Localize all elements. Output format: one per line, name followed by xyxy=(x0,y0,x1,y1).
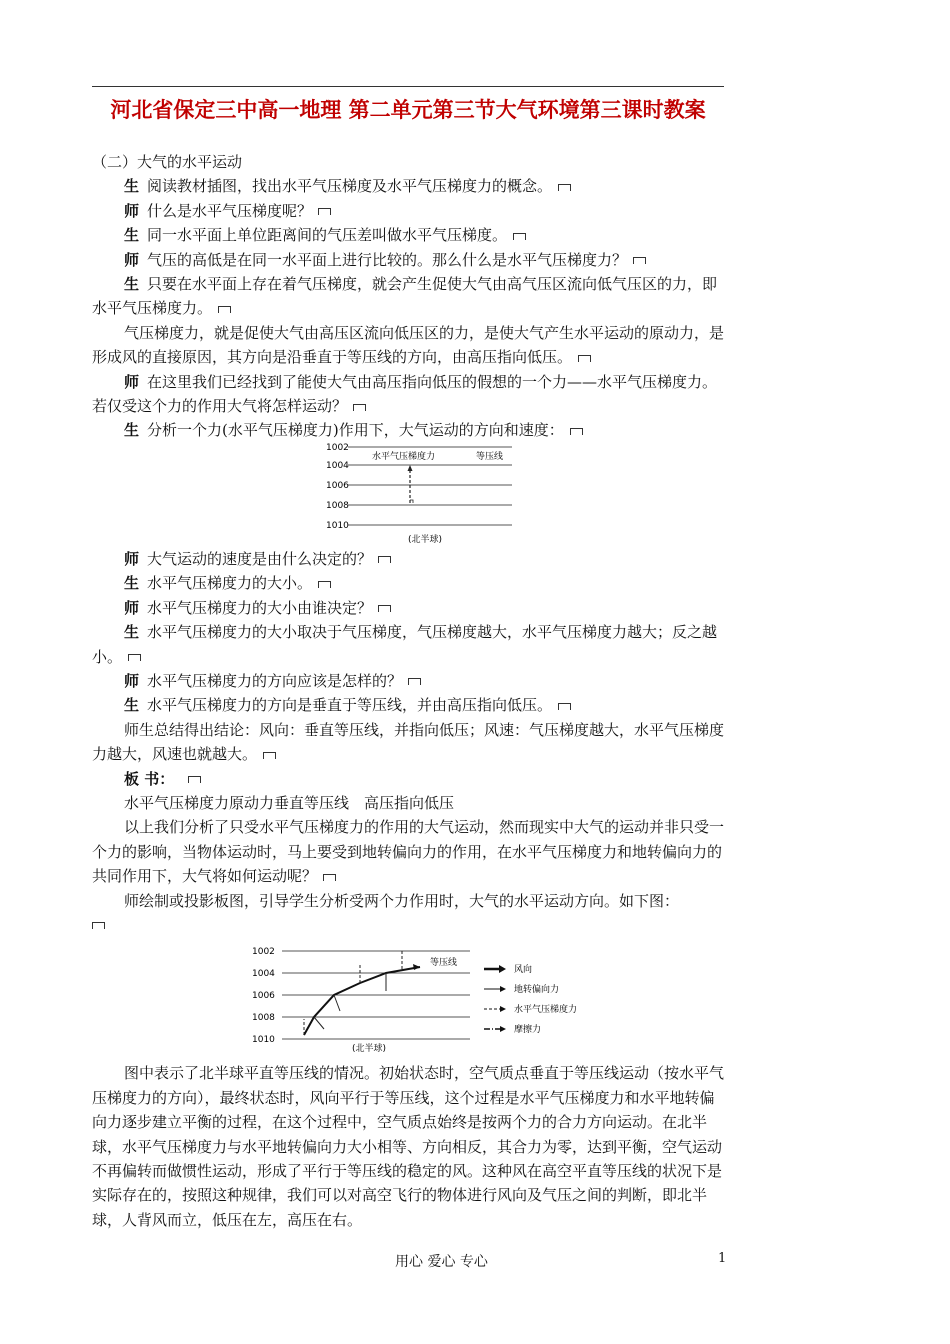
page-number: 1 xyxy=(718,1251,727,1266)
dialogue-text: 同一水平面上单位距离间的气压差叫做水平气压梯度。 xyxy=(147,226,508,245)
dialogue-text: 分析一个力(水平气压梯度力)作用下，大气运动的方向和速度： xyxy=(147,421,564,440)
figure-caption: (北半球) xyxy=(408,534,443,545)
isobar-label: 等压线 xyxy=(430,958,458,969)
dialogue-text: 大气运动的速度是由什么决定的？ xyxy=(147,549,373,568)
dialogue-line xyxy=(92,620,724,669)
paragraph-mark-icon xyxy=(408,678,421,685)
dialogue-text: 水平气压梯度力的大小。 xyxy=(147,574,313,593)
paragraph-mark-icon xyxy=(633,257,646,264)
dialogue-text: 什么是水平气压梯度呢？ xyxy=(147,201,313,220)
dialogue-line xyxy=(92,174,724,198)
isobar-value: 1008 xyxy=(326,500,349,511)
speaker-label: 师 xyxy=(124,201,140,220)
paragraph xyxy=(92,1061,724,1232)
isobar-value: 1002 xyxy=(326,442,349,453)
dialogue-line xyxy=(92,199,724,223)
paragraph-mark-icon xyxy=(570,428,583,435)
isobar-value: 1010 xyxy=(252,1035,275,1046)
isobar-value: 1004 xyxy=(326,460,349,471)
dialogue-text: 水平气压梯度力的大小取决于气压梯度，气压梯度越大，水平气压梯度力越大；反之越小。 xyxy=(92,623,718,666)
document-body xyxy=(92,150,724,1232)
dialogue-line xyxy=(92,571,724,595)
paragraph xyxy=(92,913,724,937)
header-rule xyxy=(92,86,724,87)
legend-wind: 风向 xyxy=(514,965,533,976)
speaker-label: 师 xyxy=(124,598,140,617)
dialogue-line xyxy=(92,596,724,620)
speaker-label: 师 xyxy=(124,671,140,690)
paragraph xyxy=(92,718,724,767)
paragraph-mark-icon xyxy=(128,654,141,661)
arrowhead-icon xyxy=(413,964,420,970)
paragraph-text: 师生总结得出结论：风向：垂直等压线，并指向低压；风速：气压梯度越大，水平气压梯度力越大，风速也就越大。 xyxy=(92,720,725,764)
legend-coriolis: 地转偏向力 xyxy=(514,985,560,996)
isobar-value: 1006 xyxy=(326,480,349,491)
section-heading: （二）大气的水平运动 xyxy=(92,153,243,171)
arrowhead-icon xyxy=(500,1026,506,1032)
isobar-value: 1004 xyxy=(252,969,275,980)
paragraph-mark-icon xyxy=(558,184,571,191)
speaker-label: 师 xyxy=(124,372,140,391)
arrowhead-icon xyxy=(408,465,413,471)
paragraph-mark-icon xyxy=(188,776,201,783)
blackboard-label: 板 书： xyxy=(124,769,175,788)
paragraph-mark-icon xyxy=(378,605,391,612)
speaker-label: 生 xyxy=(124,226,140,245)
speaker-label: 生 xyxy=(124,623,140,642)
dialogue-text: 气压的高低是在同一水平面上进行比较的。那么什么是水平气压梯度力？ xyxy=(147,250,628,269)
speaker-label: 生 xyxy=(124,421,140,440)
legend-gradient: 水平气压梯度力 xyxy=(514,1005,578,1016)
footer-motto: 用心 爱心 专心 xyxy=(395,1254,488,1270)
document-title: 河北省保定三中高一地理 第二单元第三节大气环境第三课时教案 xyxy=(110,98,706,122)
arrowhead-icon xyxy=(499,965,506,973)
dialogue-text: 只要在水平面上存在着气压梯度，就会产生促使大气由高气压区流向低气压区的力，即水平气压梯度力。 xyxy=(92,275,718,318)
paragraph-text: 气压梯度力，就是促使大气由高压区流向低压区的力，是使大气产生水平运动的原动力，是形成风的直接原因，其方向是沿垂直于等压线的方向，由高压指向低压。 xyxy=(92,323,725,367)
dialogue-text: 阅读教材插图，找出水平气压梯度及水平气压梯度力的概念。 xyxy=(147,177,553,196)
figure-caption: (北半球) xyxy=(352,1044,387,1054)
dialogue-line xyxy=(92,693,724,717)
paragraph-text: 以上我们分析了只受水平气压梯度力的作用的大气运动，然而现实中大气的运动并非只受一个力的影响，当物体运动时，马上要受到地转偏向力的作用，在水平气压梯度力和地转偏向力的共同作用下，大气将如何运动呢？ xyxy=(92,818,725,886)
pressure-gradient-figure xyxy=(326,443,526,547)
dialogue-text: 水平气压梯度力的方向应该是怎样的？ xyxy=(147,671,403,690)
speaker-label: 生 xyxy=(124,177,140,196)
speaker-label: 生 xyxy=(124,275,140,294)
blackboard-text: 水平气压梯度力原动力垂直等压线 高压指向低压 xyxy=(124,793,455,812)
paragraph-text: 师绘制或投影板图，引导学生分析受两个力作用时，大气的水平运动方向。如下图： xyxy=(124,891,680,910)
dialogue-line xyxy=(92,370,724,419)
paragraph-mark-icon xyxy=(578,355,591,362)
paragraph-mark-icon xyxy=(513,233,526,240)
isobar-value: 1006 xyxy=(252,991,275,1002)
dialogue-text: 在这里我们已经找到了能使大气由高压指向低压的假想的一个力——水平气压梯度力。若仅受这个力的作用大气将怎样运动？ xyxy=(92,372,718,416)
two-force-figure xyxy=(252,943,598,1053)
speaker-label: 师 xyxy=(124,549,140,568)
paragraph-mark-icon xyxy=(218,306,231,313)
dialogue-line xyxy=(92,418,724,442)
dialogue-line xyxy=(92,547,724,571)
wind-path-icon xyxy=(304,967,420,1035)
paragraph-mark-icon xyxy=(318,581,331,588)
paragraph-mark-icon xyxy=(92,922,105,929)
speaker-label: 生 xyxy=(124,574,140,593)
paragraph xyxy=(92,321,724,370)
isobar-value: 1008 xyxy=(252,1013,275,1024)
paragraph-mark-icon xyxy=(323,874,336,881)
dialogue-text: 水平气压梯度力的方向是垂直于等压线，并由高压指向低压。 xyxy=(147,696,553,715)
blackboard-heading xyxy=(92,767,724,791)
isobar-value: 1010 xyxy=(326,520,349,531)
isobar-label: 等压线 xyxy=(476,451,504,462)
isobar-value: 1002 xyxy=(252,947,275,958)
paragraph xyxy=(92,815,724,888)
speaker-label: 生 xyxy=(124,696,140,715)
arrowhead-icon xyxy=(500,1006,506,1012)
dialogue-text: 水平气压梯度力的大小由谁决定？ xyxy=(147,598,373,617)
dialogue-line xyxy=(92,669,724,693)
coriolis-arrow-icon xyxy=(314,1017,324,1029)
paragraph-text: 图中表示了北半球平直等压线的情况。初始状态时，空气质点垂直于等压线运动（按水平气压梯度力的方向），最终状态时，风向平行于等压线，这个过程是水平气压梯度力和水平地转偏向力逐步建立平衡的过程，在这个过程中，空气质点始终是按两个力的合力方向运动。在北半球，水平气压梯度力与水平地转偏向力大小相等、方向相反，其合力为零，达到平衡，空气运动不再偏转而做惯性运动，形成了平行于等压线的稳定的风。这种风在高空平直等压线的状况下是实际存在的，按照这种规律，我们可以对高空飞行的物体进行风向及气压之间的判断，即北半球，人背风而立，低压在左，高压在右。 xyxy=(92,1064,725,1229)
paragraph-mark-icon xyxy=(318,208,331,215)
arrowhead-icon xyxy=(500,986,506,992)
dialogue-line xyxy=(92,248,724,272)
speaker-label: 师 xyxy=(124,250,140,269)
paragraph-mark-icon xyxy=(558,703,571,710)
dialogue-line xyxy=(92,272,724,321)
paragraph-mark-icon xyxy=(353,404,366,411)
paragraph-mark-icon xyxy=(378,556,391,563)
paragraph-mark-icon xyxy=(263,752,276,759)
legend-friction: 摩擦力 xyxy=(514,1025,542,1036)
dialogue-line xyxy=(92,223,724,247)
coriolis-arrow-icon xyxy=(334,995,340,1011)
force-label: 水平气压梯度力 xyxy=(372,451,436,462)
paragraph xyxy=(92,889,724,913)
